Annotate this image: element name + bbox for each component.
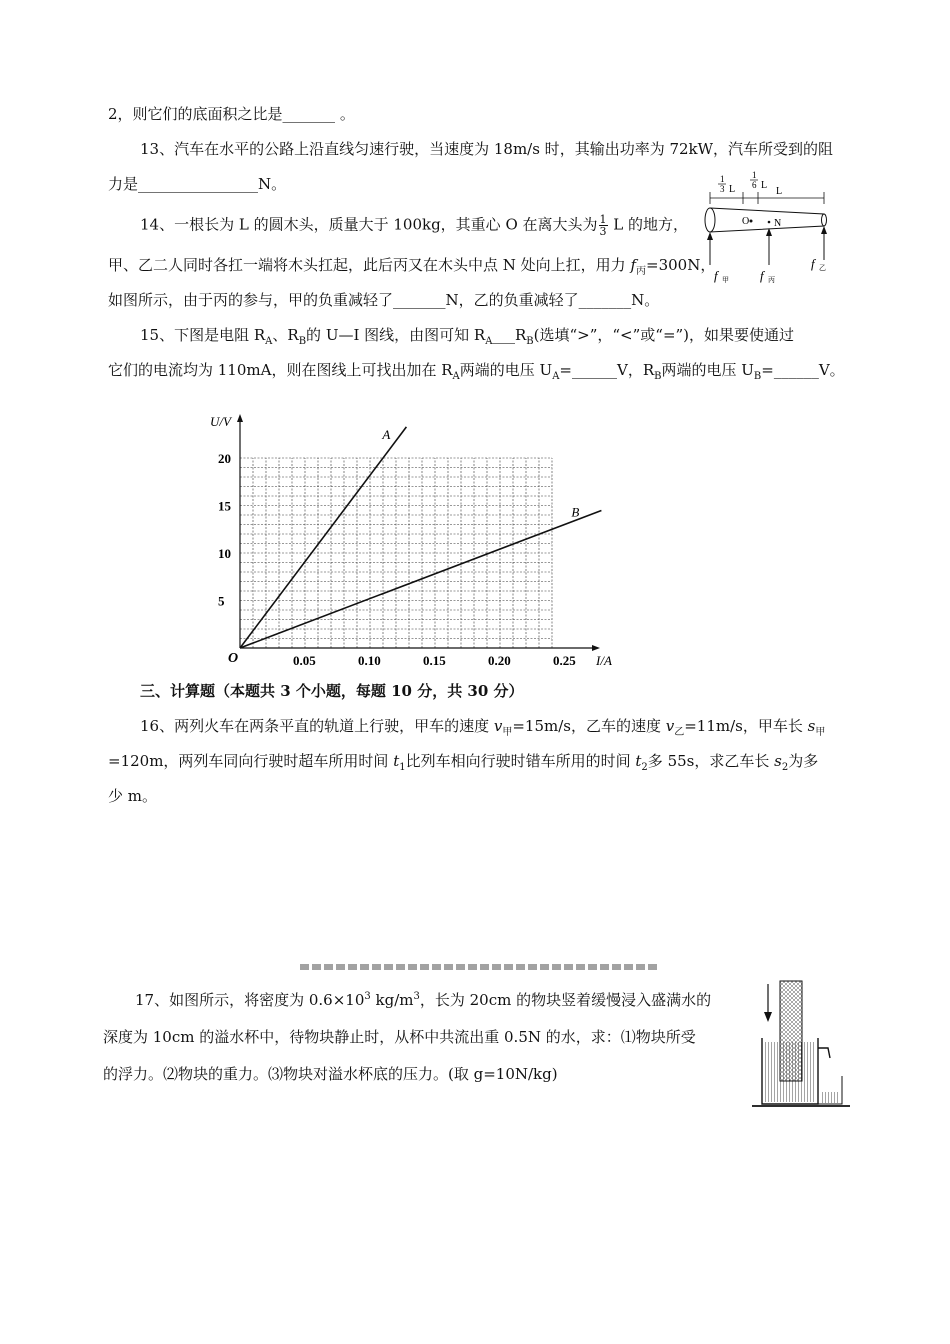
q16-t1: t — [393, 752, 400, 770]
q15-l1-a: 15、下图是电阻 R — [140, 326, 266, 344]
seg-L3: L — [776, 186, 783, 197]
series-line-A — [240, 427, 406, 648]
q14-line3: 如图所示，由于丙的参与，甲的负重减轻了_______N，乙的负重减轻了_______N。 — [108, 291, 660, 309]
q14-f-sub: 丙 — [636, 266, 646, 277]
y-axis-label: U/V — [210, 414, 231, 429]
log-big-end — [705, 208, 715, 232]
series-line-B — [240, 510, 601, 648]
log-small-end — [822, 214, 827, 226]
q15-sub-c: A — [485, 336, 493, 347]
label-N: N — [774, 218, 782, 229]
spout — [818, 1048, 830, 1058]
q14-fraction — [599, 214, 608, 237]
arrowhead-yi — [821, 226, 827, 234]
q16-l2-a: =120m，两列车同向行驶时超车所用时间 — [108, 752, 394, 770]
label-f-jia: f — [714, 268, 718, 283]
log-diagram — [698, 170, 838, 285]
q16-line1 — [140, 716, 825, 736]
q15-l2-c: =______V，R — [559, 361, 655, 379]
x-tick-label: 0.10 — [358, 653, 381, 668]
q16-l2-b: 比列车相向行驶时错车所用的时间 — [405, 752, 636, 770]
q16-t1-sub: 1 — [399, 762, 406, 773]
q15-l2-a: 它们的电流均为 110mA，则在图线上可找出加在 R — [108, 361, 453, 379]
q13-line1: 13、汽车在水平的公路上沿直线匀速行驶，当速度为 18m/s 时，其输出功率为 72kW，汽车所受到的阻 — [140, 140, 834, 158]
q15-l1-c: 的 U—I 图线，由图可知 R — [306, 326, 486, 344]
origin-label: O — [228, 651, 239, 666]
x-tick-label: 0.15 — [423, 653, 446, 668]
series-label-A: A — [382, 426, 391, 442]
arrowhead-jia — [707, 232, 713, 240]
label-f-yi-sub: 乙 — [819, 264, 826, 272]
q15-blank: ___ — [492, 326, 515, 344]
q16-s2: s — [774, 752, 782, 770]
q15-sub-d: B — [526, 336, 534, 347]
x-axis-label: I/A — [596, 653, 612, 668]
q15-l2-sub-b: A — [552, 371, 560, 382]
y-tick-label: 15 — [218, 498, 231, 514]
frac-sixth-num: 1 — [752, 170, 757, 180]
q17-line2: 深度为 10cm 的溢水杯中，待物块静止时，从杯中共流出重 0.5N 的水，求：⑴物块所受 — [103, 1028, 696, 1046]
q14-frac-den: 3 — [599, 225, 607, 238]
series-label-B: B — [571, 504, 580, 520]
chart-grid — [240, 458, 552, 648]
label-f-bing: f — [760, 268, 764, 283]
q15-l2-sub-a: A — [452, 371, 460, 382]
x-tick-label: 0.20 — [488, 653, 511, 668]
chart-series — [240, 427, 601, 648]
down-arrow-head — [764, 1012, 772, 1022]
x-tick-label: 0.05 — [293, 653, 316, 668]
block — [780, 981, 802, 1081]
q16-line3: 少 m。 — [108, 787, 157, 805]
center-of-mass-dot — [750, 220, 753, 223]
q14-line2 — [108, 255, 715, 275]
q16-v-jia-sub: 甲 — [502, 727, 513, 738]
label-f-yi: f — [811, 256, 815, 271]
ui-chart — [200, 398, 620, 673]
q16-l1-a: 16、两列火车在两条平直的轨道上行驶，甲车的速度 — [140, 717, 494, 735]
frac-third-den: 3 — [720, 184, 725, 194]
x-tick-label: 0.25 — [553, 653, 576, 668]
q16-l2-c: 多 55s，求乙车长 — [647, 752, 775, 770]
y-tick-label: 5 — [218, 593, 225, 609]
q16-s2-sub: 2 — [781, 762, 789, 773]
q16-s-jia: s — [807, 717, 816, 735]
q16-line2 — [108, 751, 818, 771]
q12-tail-line: 2，则它们的底面积之比是_______ 。 — [108, 105, 355, 123]
q16-t2: t — [635, 752, 642, 770]
q16-v-jia: v — [493, 717, 503, 735]
y-tick-label: 10 — [218, 546, 231, 561]
frac-third-num: 1 — [720, 174, 725, 184]
q14-line2-a: 甲、乙二人同时各扛一端将木头扛起，此后丙又在木头中点 N 处向上扛，用力 — [108, 256, 631, 274]
q17-l1-b: kg/m — [370, 991, 414, 1009]
q15-l2-sub-d: B — [753, 371, 762, 382]
seg-L1: L — [729, 184, 736, 195]
q14-frac-num: 1 — [599, 213, 607, 226]
midpoint-dot — [768, 221, 771, 224]
q16-l2-d: 为多 — [788, 752, 819, 770]
frac-sixth-den: 6 — [752, 180, 757, 190]
q15-l2-d: 两端的电压 U — [661, 361, 754, 379]
small-cup-water — [820, 1092, 840, 1103]
q17-line1 — [135, 990, 711, 1010]
q15-r: R — [514, 326, 527, 344]
label-O: O — [742, 216, 750, 227]
q17-l1-a: 17、如图所示，将密度为 0.6×10 — [135, 991, 365, 1009]
x-axis-arrow — [592, 645, 600, 651]
q15-l2-sub-c: B — [654, 371, 662, 382]
chart-labels — [210, 414, 612, 668]
q17-line3: 的浮力。⑵物块的重力。⑶物块对溢水杯底的压力。(取 g=10N/kg) — [103, 1065, 558, 1083]
q15-sub-a: A — [265, 336, 273, 347]
q15-line2 — [108, 360, 845, 380]
q17-sup-2: 3 — [413, 991, 420, 1002]
q15-l2-e: =______V。 — [761, 361, 845, 379]
log-body — [710, 208, 824, 232]
q14-line1 — [140, 214, 688, 237]
seg-L2: L — [761, 180, 768, 191]
q17-l1-c: ，长为 20cm 的物块竖着缓慢浸入盛满水的 — [419, 991, 712, 1009]
q16-s-jia-sub: 甲 — [815, 727, 826, 738]
q15-l1-tail: (选填“>”，“<”或“=”)，如果要使通过 — [533, 326, 795, 344]
q15-line1 — [140, 325, 794, 345]
q16-v-yi: v — [665, 717, 675, 735]
label-f-jia-sub: 甲 — [722, 276, 729, 284]
section3-heading: 三、计算题（本题共 3 个小题，每题 10 分，共 30 分） — [140, 682, 524, 700]
q15-l2-b: 两端的电压 U — [459, 361, 553, 379]
cropped-header-band — [300, 964, 660, 970]
q16-t2-sub: 2 — [641, 762, 648, 773]
overflow-cup-diagram — [750, 976, 855, 1111]
q15-l1-b: 、R — [272, 326, 299, 344]
y-axis-arrow — [237, 414, 243, 422]
q14-text-b: L 的地方， — [608, 215, 689, 234]
q15-sub-b: B — [298, 336, 307, 347]
q17-sup-1: 3 — [364, 991, 371, 1002]
q14-text-a: 14、一根长为 L 的圆木头，质量大于 100kg，其重心 O 在离大头为 — [140, 215, 598, 234]
q16-l1-c: =11m/s，甲车长 — [684, 717, 808, 735]
label-f-bing-sub: 丙 — [768, 276, 775, 284]
q16-l1-b: =15m/s，乙车的速度 — [512, 717, 666, 735]
q13-line2: 力是________________N。 — [108, 175, 287, 193]
q14-f-symbol: f — [630, 256, 636, 274]
q16-v-yi-sub: 乙 — [674, 727, 685, 738]
y-tick-label: 20 — [218, 451, 231, 466]
q14-line2-b: =300N， — [646, 256, 716, 274]
